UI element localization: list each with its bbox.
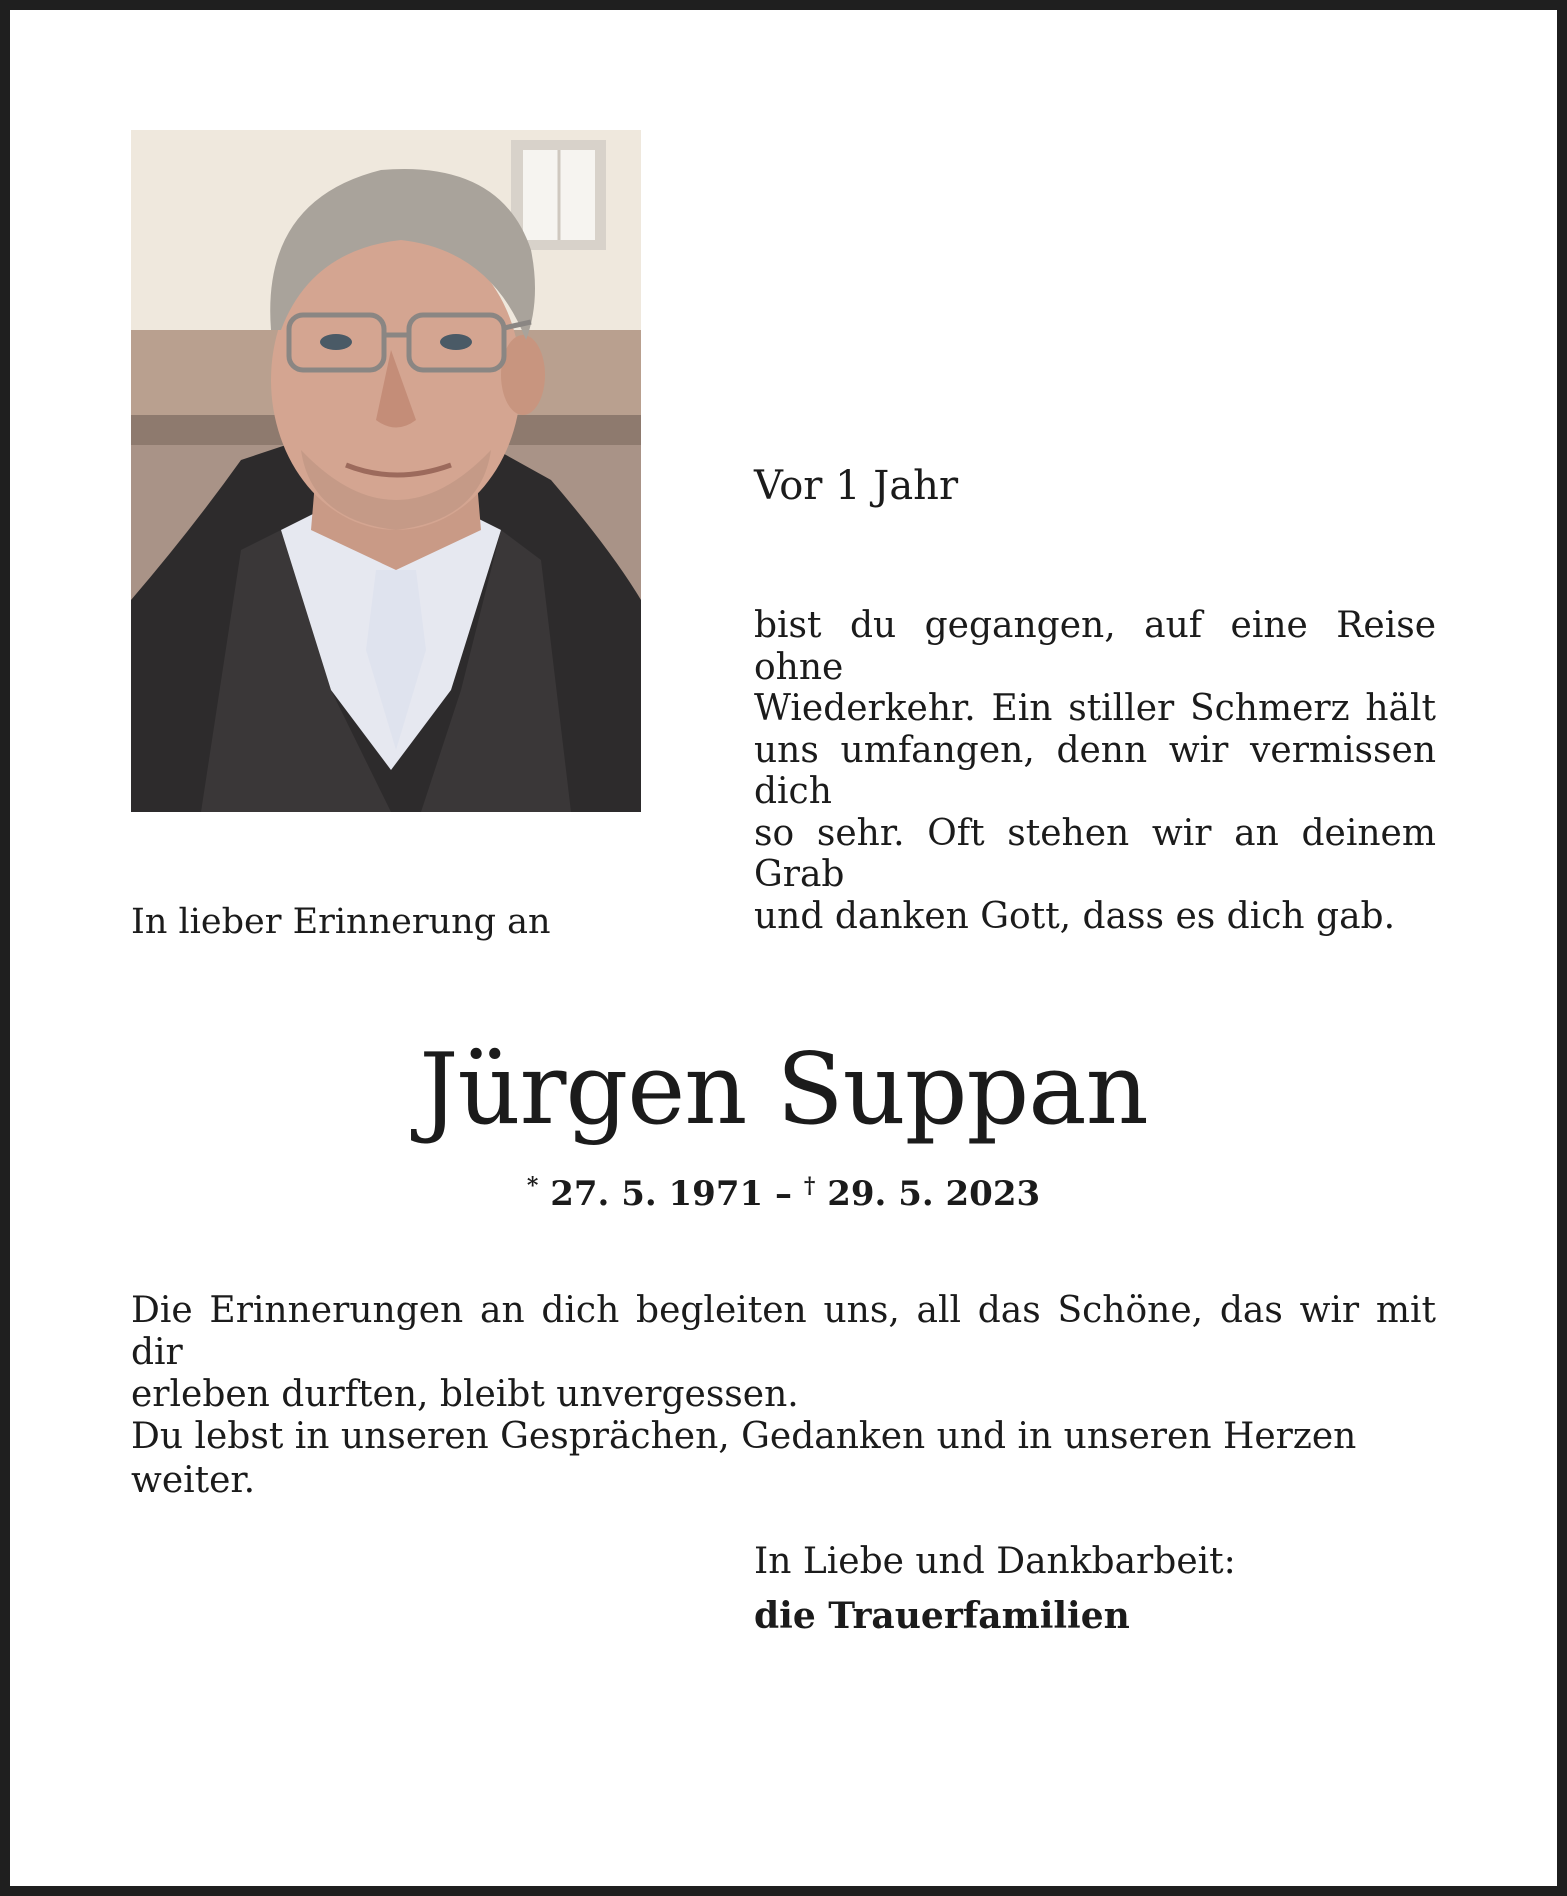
memorial-lead: In lieber Erinnerung an [131, 902, 551, 942]
date-separator: – [763, 1174, 804, 1214]
closing-paragraph: Du lebst in unseren Gesprächen, Gedanken und in unseren Herzen weiter. [131, 1416, 1357, 1501]
deceased-name: Jürgen Suppan [419, 1033, 1148, 1147]
intro-heading: Vor 1 Jahr [754, 463, 959, 509]
paragraph-line: Die Erinnerungen an dich begleiten uns, all das Schöne, das wir mit dir [131, 1290, 1436, 1373]
poem-line: Wiederkehr. Ein stiller Schmerz hält [754, 688, 1436, 729]
death-date: 29. 5. 2023 [827, 1174, 1041, 1214]
signature: die Trauerfamilien [754, 1595, 1130, 1637]
portrait-photo [131, 130, 641, 812]
birth-symbol: * [526, 1173, 539, 1199]
poem-line: uns umfangen, denn wir vermissen dich [754, 729, 1436, 812]
poem-line: so sehr. Oft stehen wir an deinem Grab [754, 812, 1436, 895]
life-dates [0, 1164, 1567, 1216]
closing-line: In Liebe und Dankbarbeit: [754, 1541, 1236, 1582]
poem-line: und danken Gott, dass es dich gab. [754, 895, 1396, 937]
poem-line: bist du gegangen, auf eine Reise ohne [754, 605, 1436, 688]
remembrance-paragraph [131, 1290, 1436, 1416]
birth-date: 27. 5. 1971 [550, 1174, 764, 1214]
poem [754, 605, 1436, 937]
death-symbol: † [803, 1173, 816, 1199]
paragraph-line: erleben durften, bleibt unvergessen. [131, 1374, 799, 1415]
